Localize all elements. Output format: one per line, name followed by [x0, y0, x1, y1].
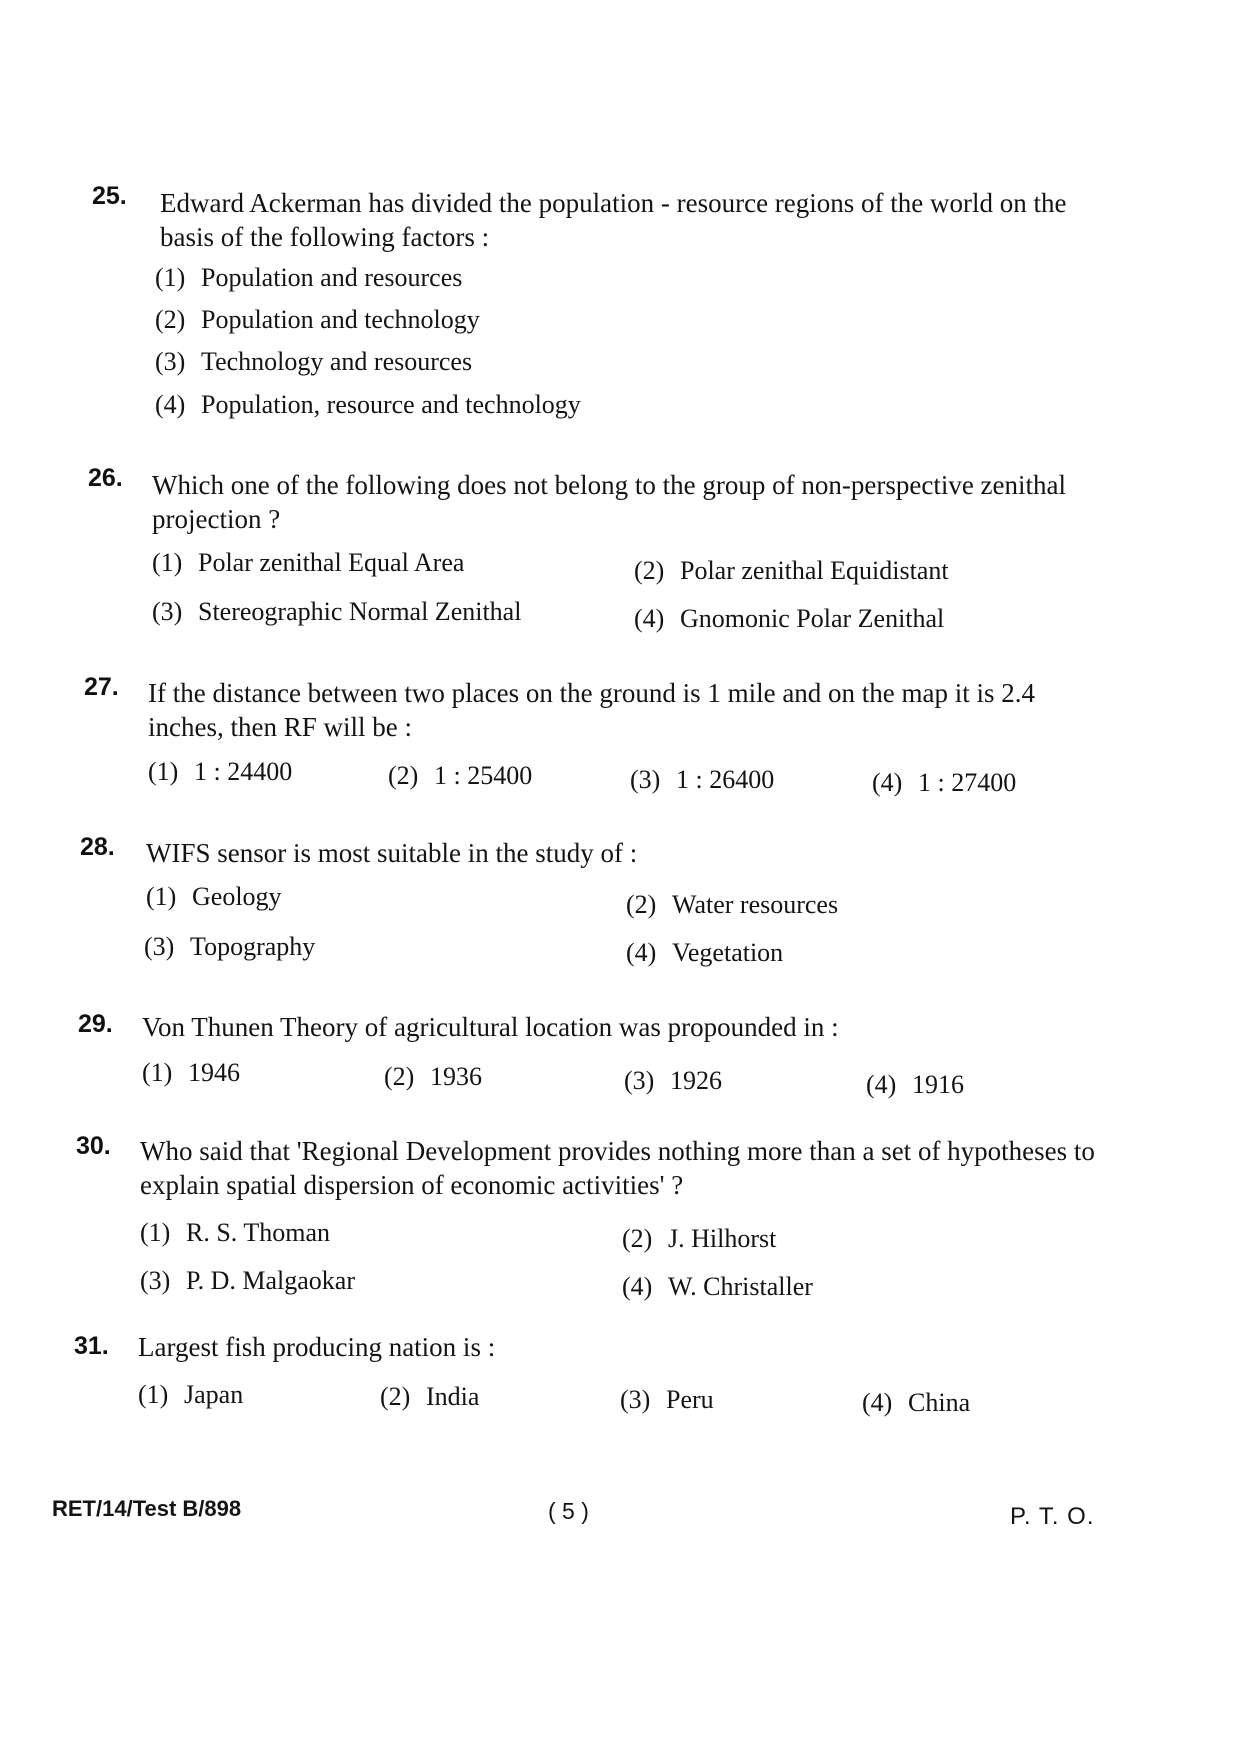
option-number: (2)	[380, 1382, 411, 1411]
option	[634, 604, 944, 634]
option-number: (1)	[152, 548, 183, 577]
option	[384, 1062, 482, 1092]
option	[634, 556, 949, 586]
option-text: Population, resource and technology	[201, 390, 581, 419]
option	[148, 757, 292, 787]
question-stem: Largest fish producing nation is :	[138, 1332, 496, 1362]
question-number: 29.	[78, 1010, 113, 1038]
option	[155, 347, 472, 377]
option-number: (4)	[862, 1388, 893, 1417]
option	[622, 1224, 776, 1254]
option	[630, 765, 774, 795]
option-text: Population and resources	[201, 263, 463, 292]
option-text: 1916	[912, 1070, 964, 1099]
question-stem: If the distance between two places on the ground is 1 mile and on the map it is 2.4 inches, then RF will be :	[148, 678, 1036, 742]
option	[622, 1272, 813, 1302]
option-number: (4)	[872, 768, 903, 797]
option-number: (4)	[634, 604, 665, 633]
option	[388, 761, 532, 791]
option	[624, 1066, 722, 1096]
option	[626, 938, 783, 968]
option-text: Water resources	[672, 890, 839, 919]
option-text: 1 : 27400	[918, 768, 1017, 797]
option	[380, 1382, 479, 1412]
option-number: (3)	[155, 347, 186, 376]
option-number: (3)	[144, 932, 175, 961]
option-text: India	[426, 1382, 480, 1411]
option-number: (4)	[626, 938, 657, 967]
option-text: 1936	[430, 1062, 482, 1091]
option	[862, 1388, 970, 1418]
option	[146, 882, 282, 912]
option-text: 1926	[670, 1066, 722, 1095]
option	[138, 1380, 243, 1410]
question-stem: Edward Ackerman has divided the population - resource regions of the world on the basis of the following factors :	[160, 188, 1067, 252]
question-number: 25.	[92, 182, 127, 210]
option	[152, 597, 521, 627]
option-text: P. D. Malgaokar	[186, 1266, 355, 1295]
question-stem: WIFS sensor is most suitable in the study of :	[146, 838, 638, 868]
option-text: Polar zenithal Equidistant	[680, 556, 949, 585]
option-text: 1 : 25400	[434, 761, 533, 790]
option-text: Peru	[666, 1385, 714, 1414]
question-stem: Who said that 'Regional Development provides nothing more than a set of hypotheses to explain spatial dispersion of economic activities' ?	[140, 1136, 1095, 1200]
option-text: Technology and resources	[201, 347, 473, 376]
option	[144, 932, 315, 962]
question-stem: Which one of the following does not belong to the group of non-perspective zenithal projection ?	[152, 470, 1067, 534]
option-number: (1)	[146, 882, 177, 911]
option-number: (2)	[634, 556, 665, 585]
option-number: (2)	[388, 761, 419, 790]
option-text: Gnomonic Polar Zenithal	[680, 604, 945, 633]
please-turn-over: P. T. O.	[1010, 1503, 1095, 1530]
option-text: 1946	[188, 1058, 240, 1087]
option-number: (4)	[866, 1070, 897, 1099]
option-number: (1)	[138, 1380, 169, 1409]
question-number: 26.	[88, 464, 123, 492]
option-number: (4)	[622, 1272, 653, 1301]
question-number: 28.	[80, 833, 115, 861]
option-number: (2)	[622, 1224, 653, 1253]
option-text: Polar zenithal Equal Area	[198, 548, 465, 577]
option-text: 1 : 24400	[194, 757, 293, 786]
option-text: Population and technology	[201, 305, 480, 334]
option-number: (3)	[624, 1066, 655, 1095]
option	[152, 548, 464, 578]
option	[155, 263, 462, 293]
option-text: 1 : 26400	[676, 765, 775, 794]
question-number: 30.	[76, 1132, 111, 1160]
option-text: China	[908, 1388, 971, 1417]
option-text: Geology	[192, 882, 282, 911]
option-text: Topography	[190, 932, 316, 961]
option-text: Japan	[184, 1380, 244, 1409]
option	[866, 1070, 964, 1100]
option-number: (3)	[620, 1385, 651, 1414]
option-number: (2)	[384, 1062, 415, 1091]
option	[872, 768, 1016, 798]
option-number: (2)	[626, 890, 657, 919]
option-text: Stereographic Normal Zenithal	[198, 597, 522, 626]
option-number: (1)	[142, 1058, 173, 1087]
question-number: 31.	[74, 1332, 109, 1360]
option	[140, 1218, 330, 1248]
option-text: Vegetation	[672, 938, 784, 967]
option	[626, 890, 838, 920]
option-number: (4)	[155, 390, 186, 419]
option-text: W. Christaller	[668, 1272, 813, 1301]
question-stem: Von Thunen Theory of agricultural location was propounded in :	[142, 1012, 839, 1042]
option-number: (3)	[630, 765, 661, 794]
option-number: (1)	[148, 757, 179, 786]
option	[155, 390, 581, 420]
option	[155, 305, 480, 335]
option-number: (3)	[152, 597, 183, 626]
option-number: (2)	[155, 305, 186, 334]
page-number: ( 5 )	[548, 1498, 589, 1524]
option-text: J. Hilhorst	[668, 1224, 777, 1253]
option-text: R. S. Thoman	[186, 1218, 330, 1247]
option	[142, 1058, 240, 1088]
question-number: 27.	[84, 673, 119, 701]
option-number: (1)	[155, 263, 186, 292]
option-number: (3)	[140, 1266, 171, 1295]
option	[140, 1266, 355, 1296]
option	[620, 1385, 714, 1415]
booklet-code: RET/14/Test B/898	[52, 1496, 242, 1521]
option-number: (1)	[140, 1218, 171, 1247]
